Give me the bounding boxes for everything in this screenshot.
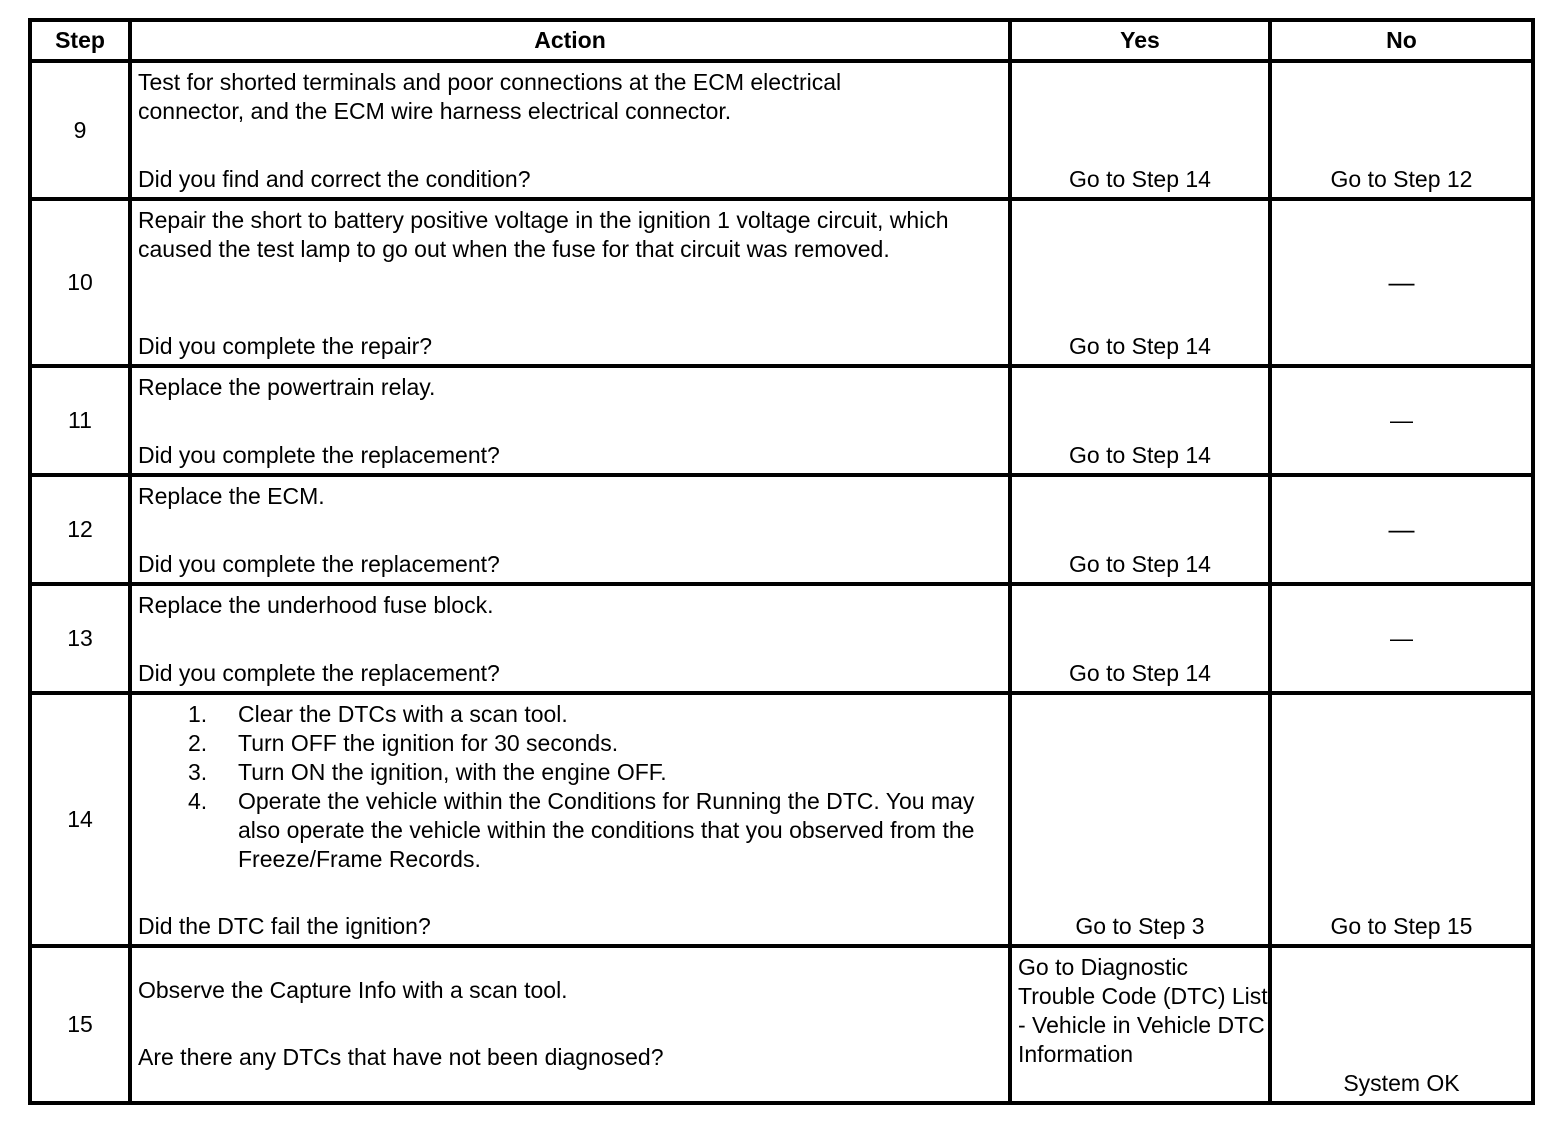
yes-cell: Go to Step 14	[1010, 584, 1270, 693]
diagnostic-table	[28, 18, 1535, 1105]
step-number: 11	[30, 366, 130, 475]
yes-cell[interactable]: Go to Diagnostic Trouble Code (DTC) List - Vehicle in Vehicle DTC Information	[1010, 946, 1270, 1103]
no-cell: —	[1270, 366, 1533, 475]
action-question: Did you complete the replacement?	[138, 551, 500, 577]
table-row	[30, 199, 1533, 366]
action-text: Replace the underhood fuse block.	[138, 592, 494, 618]
header-row	[30, 20, 1533, 61]
action-cell	[130, 946, 1010, 1103]
list-text: Turn ON the ignition, with the engine OFF.	[238, 759, 667, 785]
action-question: Did you complete the replacement?	[138, 442, 500, 468]
list-item	[138, 729, 1002, 758]
step-number: 15	[30, 946, 130, 1103]
table-row	[30, 61, 1533, 199]
step-number: 14	[30, 693, 130, 946]
no-cell: —	[1270, 584, 1533, 693]
table-row	[30, 584, 1533, 693]
step-number: 12	[30, 475, 130, 584]
list-text: Turn OFF the ignition for 30 seconds.	[238, 730, 619, 756]
list-text: Operate the vehicle within the Conditions for Running the DTC. You may also operate the vehicle within the conditions that you observed from the Freeze/Frame Records.	[238, 788, 975, 872]
action-question: Did you complete the repair?	[138, 333, 433, 359]
yes-cell: Go to Step 14	[1010, 366, 1270, 475]
table-row	[30, 475, 1533, 584]
list-item	[138, 787, 1002, 874]
no-cell: —	[1270, 475, 1533, 584]
action-question: Did you find and correct the condition?	[138, 166, 531, 192]
action-cell	[130, 199, 1010, 366]
header-yes: Yes	[1010, 20, 1270, 61]
action-question: Did the DTC fail the ignition?	[138, 913, 431, 939]
header-action: Action	[130, 20, 1010, 61]
yes-cell: Go to Step 14	[1010, 475, 1270, 584]
list-item	[138, 758, 1002, 787]
list-number: 2.	[188, 730, 208, 756]
step-number: 9	[30, 61, 130, 199]
table-row	[30, 366, 1533, 475]
action-cell	[130, 366, 1010, 475]
yes-cell: Go to Step 3	[1010, 693, 1270, 946]
table-row	[30, 946, 1533, 1103]
no-cell: —	[1270, 199, 1533, 366]
header-no: No	[1270, 20, 1533, 61]
list-number: 4.	[188, 788, 208, 814]
list-text: Clear the DTCs with a scan tool.	[238, 701, 568, 727]
action-cell	[130, 475, 1010, 584]
action-question: Did you complete the replacement?	[138, 660, 500, 686]
action-text: Repair the short to battery positive voltage in the ignition 1 voltage circuit, which caused the test lamp to go out when the fuse for that circuit was removed.	[138, 207, 949, 262]
list-number: 3.	[188, 759, 208, 785]
action-question: Are there any DTCs that have not been diagnosed?	[138, 1044, 664, 1070]
action-text: Observe the Capture Info with a scan tool.	[138, 977, 568, 1003]
header-step: Step	[30, 20, 130, 61]
no-cell: Go to Step 12	[1270, 61, 1533, 199]
action-cell	[130, 693, 1010, 946]
action-cell	[130, 584, 1010, 693]
no-cell: System OK	[1270, 946, 1533, 1103]
step-number: 10	[30, 199, 130, 366]
action-cell	[130, 61, 1010, 199]
yes-cell: Go to Step 14	[1010, 61, 1270, 199]
no-cell: Go to Step 15	[1270, 693, 1533, 946]
yes-cell: Go to Step 14	[1010, 199, 1270, 366]
step-number: 13	[30, 584, 130, 693]
table-row	[30, 693, 1533, 946]
action-text: Replace the ECM.	[138, 483, 325, 509]
list-number: 1.	[188, 701, 208, 727]
procedure-list	[138, 700, 1002, 874]
list-item	[138, 700, 1002, 729]
action-text: Replace the powertrain relay.	[138, 374, 436, 400]
action-text: Test for shorted terminals and poor connections at the ECM electrical connector, and the ECM wire harness electrical connector.	[138, 69, 842, 124]
